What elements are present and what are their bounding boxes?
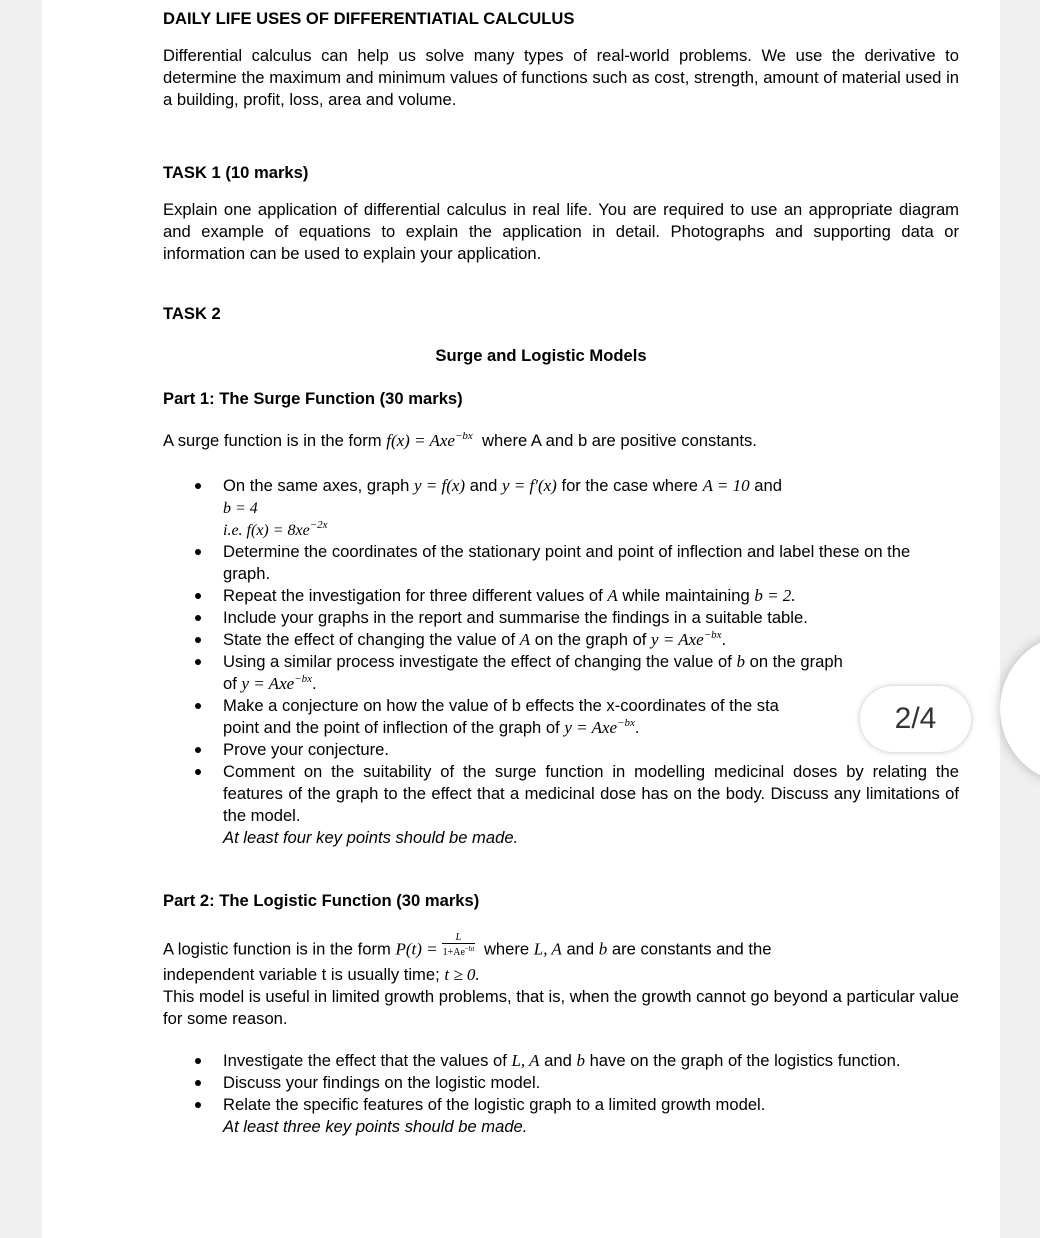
bullet-text: State the effect of changing the value of [223,630,516,649]
bullet-text: and [544,1051,572,1070]
list-item [163,475,959,541]
scroll-handle[interactable] [1000,634,1040,784]
fraction-numerator: L [442,932,476,944]
list-item [163,1094,959,1138]
equation-exponent: −2x [309,519,328,531]
equation-exponent: −bx [617,717,635,729]
bullet-icon [195,483,201,489]
part2-intro-text: and [566,939,595,959]
task2-subtitle: Surge and Logistic Models [435,346,647,365]
page-indicator: 2/4 [860,686,971,752]
part2-intro-text: are constants and the [611,939,772,959]
equation-exponent: −bx [294,673,312,685]
document-title: DAILY LIFE USES OF DIFFERENTIATIAL CALCULUS [163,9,575,28]
equation: b = 4 [223,500,258,517]
equation: b [736,652,745,671]
bullet-text: Investigate the effect that the values of [223,1051,507,1070]
bullet-icon [195,593,201,599]
bullet-text: Relate the specific features of the logistic graph to a limited growth model. [223,1095,766,1114]
list-item [163,739,959,761]
surge-formula: f(x) = Axe [386,431,455,450]
list-item [163,761,959,849]
bullet-icon [195,659,201,665]
part2-intro-line2 [163,964,959,986]
list-item [163,585,959,607]
bullet-text: On the same axes, graph [223,476,410,495]
equation: i.e. f(x) = 8xe [223,522,310,539]
equation: b = 2. [754,586,796,605]
task1-body: Explain one application of differential calculus in real life. You are required to use an appropriate diagram and example of equations to explain the application in detail. Photographs and supporting data or information can be used to explain your application. [163,200,959,263]
bullet-text: and [754,476,782,495]
equation-exponent: −bx [703,629,722,641]
bullet-icon [195,615,201,621]
part2-intro-text: independent variable t is usually time; [163,965,440,984]
equation: b [576,1051,585,1070]
bullet-text: Make a conjecture on how the value of b effects the x-coordinates of the sta [223,696,779,715]
logistic-fraction [442,932,476,958]
bullet-italic-note: At least three key points should be made. [223,1117,528,1136]
bullet-icon [195,769,201,775]
bullet-icon [195,747,201,753]
bullet-text: on the graph [749,652,843,671]
bullet-text: Include your graphs in the report and summarise the findings in a suitable table. [223,608,808,627]
equation: y = f(x) [413,476,466,495]
equation: A [607,586,618,605]
bullet-italic-note: At least four key points should be made. [223,828,519,847]
equation: b [598,939,608,959]
bullet-text: while maintaining [622,586,750,605]
equation: y = f′(x) [502,476,557,495]
equation: y = Axe [564,718,618,737]
bullet-icon [195,1102,201,1108]
part2-intro [163,932,959,963]
fraction-denominator-text: 1+Ae [442,947,465,958]
surge-formula-exponent: −bx [454,430,473,442]
document-page [42,0,1000,1238]
list-item [163,1050,959,1072]
part2-heading: Part 2: The Logistic Function (30 marks) [163,891,480,910]
equation: L, A [511,1051,540,1070]
bullet-text: point and the point of inflection of the graph of [223,718,560,737]
part2-bullet-list [163,1050,959,1138]
bullet-text: Prove your conjecture. [223,740,390,759]
equation: y = Axe [241,674,295,693]
bullet-icon [195,637,201,643]
part1-intro-text: A surge function is in the form [163,431,382,450]
part1-heading: Part 1: The Surge Function (30 marks) [163,389,463,408]
bullet-text: of [223,674,237,693]
bullet-text: Determine the coordinates of the stationary point and point of inflection and label these on the graph. [223,542,911,583]
list-item: State the effect of changing the value of A on the graph of y = Axe$^{-bx}$. [163,629,959,651]
bullet-text: Comment on the suitability of the surge function in modelling medicinal doses by relating the features of the graph to the effect that a medicinal dose has on the body. Discuss any limitations of the model. [223,762,959,825]
list-item [163,541,959,585]
equation: A [519,630,531,649]
equation: t ≥ 0. [444,965,480,984]
part2-intro-text: where [483,939,530,959]
task1-heading: TASK 1 (10 marks) [163,163,309,182]
bullet-text: Using a similar process investigate the effect of changing the value of [223,652,732,671]
part1-bullet-list [163,475,959,849]
list-item: Using a similar process investigate the effect of changing the value of b on the graph of y = Axe$^{-bx}$. [163,651,959,695]
bullet-text: and [469,476,498,495]
part1-intro-suffix: where A and b are positive constants. [482,431,757,450]
logistic-formula: P(t) = [395,939,438,959]
bullet-text: for the case where [561,476,698,495]
bullet-icon [195,549,201,555]
list-item [163,607,959,629]
list-item: Make a conjecture on how the value of b effects the x-coordinates of the sta point and the point of inflection of the graph of y = Axe$^{-bx}$. [163,695,959,739]
equation: L, A [533,939,562,959]
part2-paragraph: This model is useful in limited growth problems, that is, when the growth cannot go beyond a particular value for some reason. [163,987,959,1028]
intro-paragraph: Differential calculus can help us solve many types of real-world problems. We use the derivative to determine the maximum and minimum values of functions such as cost, strength, amount of material used in a building, profit, loss, area and volume. [163,46,959,109]
list-item [163,1072,959,1094]
bullet-icon [195,1058,201,1064]
bullet-text: Discuss your findings on the logistic model. [223,1073,541,1092]
bullet-icon [195,703,201,709]
bullet-icon [195,1080,201,1086]
equation: A = 10 [702,476,750,495]
task2-heading: TASK 2 [163,304,221,323]
bullet-text: have on the graph of the logistics function. [589,1051,901,1070]
fraction-denominator [442,944,476,958]
part2-intro-text: A logistic function is in the form [163,939,391,959]
fraction-exponent: −bt [464,945,475,953]
part1-intro [163,430,959,452]
bullet-text: on the graph of [534,630,647,649]
bullet-text: Repeat the investigation for three different values of [223,586,603,605]
equation: y = Axe [651,630,704,649]
